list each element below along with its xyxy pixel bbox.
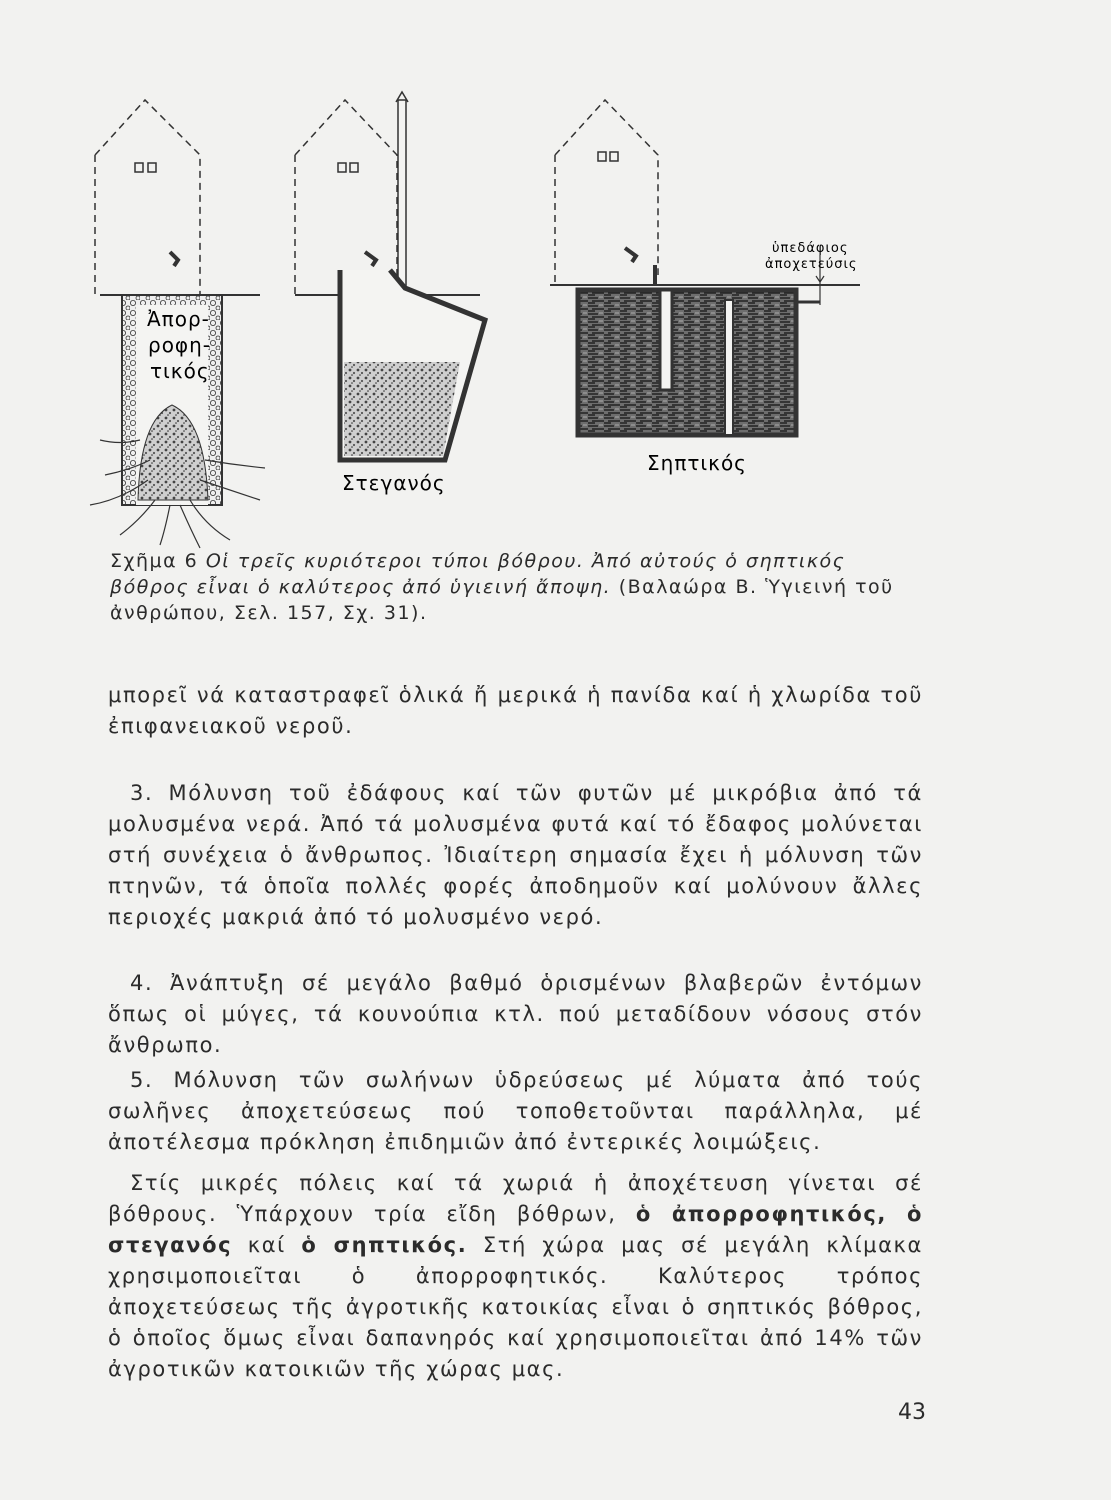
sealed-label: Στεγανός bbox=[342, 471, 446, 495]
caption-italic: Οἱ τρεῖς κυριότεροι τύποι βόθρου. Ἀπό αὐτούς ὁ σηπτικός βόθρος εἶναι ὁ καλύτερος ἀπό ὑγιεινή ἄποψη. bbox=[110, 550, 846, 598]
page-number: 43 bbox=[898, 1400, 926, 1425]
paragraph-item-5: 5. Μόλυνση τῶν σωλήνων ὑδρεύσεως μέ λύματα ἀπό τούς σωλῆνες ἀποχετεύσεως πού τοποθετοῦνται παράλληλα, μέ ἀποτέλεσμα πρόκληση ἐπιδημιῶν ἀπό ἐντερικές λοιμώξεις. bbox=[108, 1068, 923, 1154]
caption-lead: Σχῆμα 6 bbox=[110, 550, 199, 572]
absorbent-label-2: ροφη- bbox=[148, 333, 212, 357]
septic-tank-diagram bbox=[550, 100, 860, 475]
subsoil-label-2: ἀποχετεύσις bbox=[765, 257, 858, 272]
p5-bold-types: ὁ ἀπορροφητικός, ὁ στεγανός bbox=[108, 1202, 923, 1257]
septic-label: Σηπτικός bbox=[647, 451, 747, 475]
absorbent-label-3: τικός bbox=[150, 359, 210, 383]
paragraph-item-3: 3. Μόλυνση τοῦ ἐδάφους καί τῶν φυτῶν μέ μικρόβια ἀπό τά μολυσμένα νερά. Ἀπό τά μολυσμένα φυτά καί τό ἔδαφος μολύνεται στή συνέχεια ὁ ἄνθρωπος. Ἰδιαίτερη σημασία ἔχει ἡ μόλυνση τῶν πτηνῶν, τά ὁποῖα πολλές φορές ἀποδημοῦν καί μολύνουν ἄλλες περιοχές μακριά ἀπό τό μολυσμένο νερό. bbox=[108, 781, 923, 929]
p5-text-c: καί bbox=[232, 1233, 302, 1257]
p5-text-a: Στίς μικρές πόλεις καί τά χωριά ἡ ἀποχέτευση γίνεται σέ βόθρους. Ὑπάρχουν τρία εἴδη βόθρων, bbox=[108, 1171, 923, 1226]
sealed-pit-diagram bbox=[295, 92, 485, 495]
cesspit-diagrams bbox=[60, 80, 960, 550]
caption-reference: (Βαλαώρα Β. Ὑγιεινή τοῦ ἀνθρώπου, Σελ. 157, Σχ. 31). bbox=[110, 576, 894, 624]
paragraph-continuation: μπορεῖ νά καταστραφεῖ ὁλικά ἤ μερικά ἡ πανίδα καί ἡ χλωρίδα τοῦ ἐπιφανειακοῦ νεροῦ. bbox=[108, 683, 923, 738]
paragraph-item-4: 4. Ἀνάπτυξη σέ μεγάλο βαθμό ὁρισμένων βλαβερῶν ἐντόμων ὅπως οἱ μύγες, τά κουνούπια κτλ. πού μεταδίδουν νόσους στόν ἄνθρωπο. bbox=[108, 971, 923, 1057]
absorbent-label-1: Ἀπορ- bbox=[147, 307, 210, 331]
p5-bold-septic: ὁ σηπτικός. bbox=[301, 1233, 468, 1257]
absorbent-pit-diagram bbox=[90, 100, 265, 548]
p5-text-d: Στή χώρα μας σέ μεγάλη κλίμακα χρησιμοποιεῖται ὁ ἀπορροφητικός. Καλύτερος τρόπος ἀποχετεύσεως τῆς ἀγροτικῆς κατοικίας εἶναι ὁ σηπτικός βόθρος, ὁ ὁποῖος ὅμως εἶναι δαπανηρός καί χρησιμοποιεῖται ἀπό 14% τῶν ἀγροτικῶν κατοικιῶν τῆς χώρας μας. bbox=[108, 1233, 923, 1381]
paragraph-cesspit-types bbox=[108, 1168, 923, 1385]
cesspit-types-figure bbox=[60, 80, 960, 550]
figure-caption bbox=[110, 548, 925, 626]
subsoil-label-1: ὑπεδάφιος bbox=[772, 241, 849, 256]
